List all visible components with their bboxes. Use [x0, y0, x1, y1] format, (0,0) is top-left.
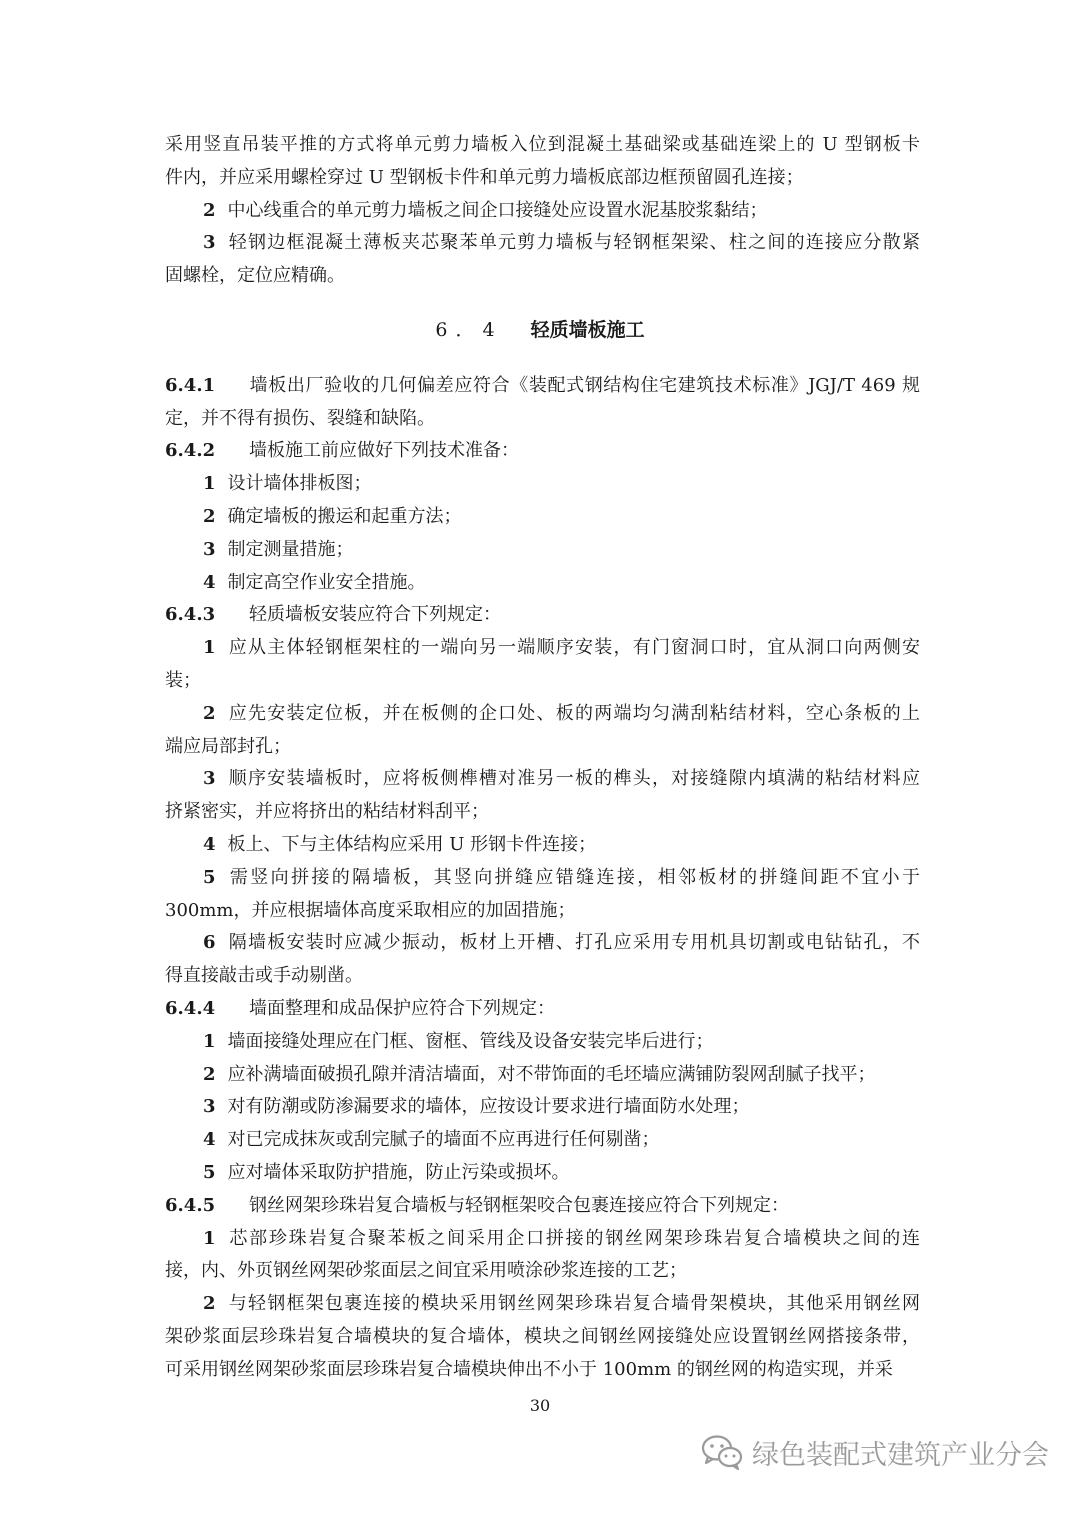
clause-number: 6.4.4	[165, 998, 216, 1019]
item-text: 可采用钢丝网架砂浆面层珍珠岩复合墙模块伸出不小于 100mm 的钢丝网的构造实现，并采	[165, 1358, 893, 1380]
item-number: 2	[203, 1293, 216, 1315]
item-number: 1	[203, 1030, 216, 1052]
list-item-continuation	[165, 964, 920, 988]
list-item-continuation	[165, 264, 920, 288]
list-item	[203, 1161, 920, 1185]
list-item	[203, 231, 920, 255]
list-item-continuation	[165, 669, 920, 693]
item-text: 顺序安装墙板时，应将板侧榫槽对准另一板的榫头，对接缝隙内填满的粘结材料应	[227, 768, 920, 790]
item-number: 6	[203, 932, 216, 954]
item-text: 确定墙板的搬运和起重方法；	[227, 506, 462, 527]
list-item-continuation	[165, 800, 920, 824]
list-item	[203, 767, 920, 791]
item-text: 与轻钢框架包裹连接的模块采用钢丝网架珍珠岩复合墙骨架模块，其他采用钢丝网	[227, 1293, 920, 1315]
list-item	[203, 1095, 920, 1119]
list-item	[203, 1128, 920, 1152]
item-text: 板上、下与主体结构应采用 U 形钢卡件连接；	[227, 834, 597, 855]
item-number: 2	[203, 1063, 216, 1085]
clause	[165, 374, 920, 398]
item-text: 挤紧密实，并应将挤出的粘结材料刮平；	[165, 801, 489, 823]
item-number: 4	[203, 571, 216, 593]
item-text: 应从主体轻钢框架柱的一端向另一端顺序安装，有门窗洞口时，宜从洞口向两侧安	[227, 637, 920, 659]
list-item-continuation	[165, 735, 920, 759]
item-text: 应对墙体采取防护措施，防止污染或损坏。	[227, 1162, 570, 1183]
section-heading	[0, 318, 1080, 342]
list-item	[203, 636, 920, 660]
item-number: 2	[203, 702, 216, 724]
item-text: 需竖向拼接的隔墙板，其竖向拼缝应错缝连接，相邻板材的拼缝间距不宜小于	[227, 866, 920, 888]
item-number: 3	[203, 768, 216, 790]
list-item-continuation	[165, 1259, 920, 1283]
clause-number: 6.4.2	[165, 440, 216, 462]
list-item-continuation	[165, 1325, 920, 1349]
list-item	[203, 505, 920, 529]
clause	[165, 603, 920, 627]
item-number: 4	[203, 1129, 216, 1151]
item-text: 对已完成抹灰或刮完腻子的墙面不应再进行任何剔凿；	[227, 1129, 660, 1151]
item-text: 对有防潮或防渗漏要求的墙体，应按设计要求进行墙面防水处理；	[227, 1096, 750, 1118]
list-item	[203, 199, 920, 223]
item-number: 2	[203, 506, 216, 527]
list-item	[203, 931, 920, 955]
list-item	[203, 702, 920, 726]
clause-text: 轻质墙板安装应符合下列规定：	[249, 604, 501, 626]
list-item	[203, 1063, 920, 1087]
paragraph-line	[165, 133, 920, 157]
item-text: 轻钢边框混凝土薄板夹芯聚苯单元剪力墙板与轻钢框架梁、柱之间的连接应分散紧	[227, 232, 920, 254]
clause-number: 6.4.5	[165, 1194, 216, 1216]
paragraph-text: 采用竖直吊装平推的方式将单元剪力墙板入位到混凝土基础梁或基础连梁上的 U 型钢板卡	[165, 134, 920, 155]
list-item	[203, 1030, 920, 1054]
item-number: 4	[203, 834, 216, 855]
section-number: 6．4	[435, 319, 503, 341]
list-item	[203, 472, 920, 496]
item-number: 3	[203, 1096, 216, 1118]
watermark-text: 绿色装配式建筑产业分会	[752, 1439, 1049, 1471]
list-item	[203, 571, 920, 595]
clause-text: 定，并不得有损伤、裂缝和缺陷。	[165, 407, 435, 429]
list-item	[203, 833, 920, 857]
clause-text: 钢丝网架珍珠岩复合墙板与轻钢框架咬合包裹连接应符合下列规定：	[249, 1194, 789, 1216]
item-number: 3	[203, 538, 216, 560]
clause-text: 墙板出厂验收的几何偏差应符合《装配式钢结构住宅建筑技术标准》JGJ/T 469 规	[249, 374, 920, 396]
list-item	[203, 1292, 920, 1316]
clause-text: 墙面整理和成品保护应符合下列规定：	[249, 998, 555, 1019]
list-item	[203, 1227, 920, 1251]
section-title: 轻质墙板施工	[530, 319, 645, 341]
item-text: 墙面接缝处理应在门框、窗框、管线及设备安装完毕后进行；	[227, 1030, 714, 1052]
item-text: 固螺栓，定位应精确。	[165, 265, 345, 287]
item-number: 3	[203, 232, 216, 254]
wechat-icon	[700, 1432, 744, 1472]
item-text: 接，内、外页钢丝网架砂浆面层之间宜采用喷涂砂浆连接的工艺；	[165, 1260, 687, 1282]
item-text: 端应局部封孔；	[165, 735, 291, 757]
item-text: 300mm，并应根据墙体高度采取相应的加固措施；	[165, 899, 576, 921]
clause	[165, 439, 920, 463]
item-text: 得直接敲击或手动剔凿。	[165, 965, 363, 987]
list-item	[203, 538, 920, 562]
clause-continuation	[165, 407, 920, 431]
clause-number: 6.4.1	[165, 374, 216, 396]
item-text: 应补满墙面破损孔隙并清洁墙面，对不带饰面的毛坯墙应满铺防裂网刮腻子找平；	[227, 1063, 876, 1085]
item-number: 1	[203, 637, 216, 659]
item-number: 5	[203, 866, 216, 888]
clause	[165, 997, 920, 1021]
item-number: 1	[203, 473, 216, 495]
item-text: 制定高空作业安全措施。	[227, 571, 426, 593]
item-text: 隔墙板安装时应减少振动，板材上开槽、打孔应采用专用机具切割或电钻钻孔，不	[227, 932, 920, 954]
item-text: 设计墙体排板图；	[227, 473, 372, 495]
list-item	[203, 866, 920, 890]
item-text: 应先安装定位板，并在板侧的企口处、板的两端均匀满刮粘结材料，空心条板的上	[227, 702, 920, 724]
item-text: 制定测量措施；	[227, 538, 354, 560]
item-number: 2	[203, 199, 216, 221]
watermark	[700, 1430, 1060, 1474]
item-number: 5	[203, 1162, 216, 1183]
item-text: 中心线重合的单元剪力墙板之间企口接缝处应设置水泥基胶浆黏结；	[227, 199, 768, 221]
list-item-continuation	[165, 899, 920, 923]
clause-text: 墙板施工前应做好下列技术准备：	[249, 440, 519, 462]
item-text: 芯部珍珠岩复合聚苯板之间采用企口拼接的钢丝网架珍珠岩复合墙模块之间的连	[227, 1227, 920, 1249]
paragraph-text: 件内，并应采用螺栓穿过 U 型钢板卡件和单元剪力墙板底部边框预留圆孔连接；	[165, 166, 804, 188]
item-text: 架砂浆面层珍珠岩复合墙模块的复合墙体，模块之间钢丝网接缝处应设置钢丝网搭接条带，	[165, 1326, 920, 1347]
page-number: 30	[529, 1396, 551, 1415]
clause-number: 6.4.3	[165, 604, 216, 626]
item-text: 装；	[165, 670, 201, 691]
paragraph-line	[165, 166, 920, 190]
list-item-continuation	[165, 1358, 920, 1382]
item-number: 1	[203, 1227, 216, 1249]
clause	[165, 1194, 920, 1218]
